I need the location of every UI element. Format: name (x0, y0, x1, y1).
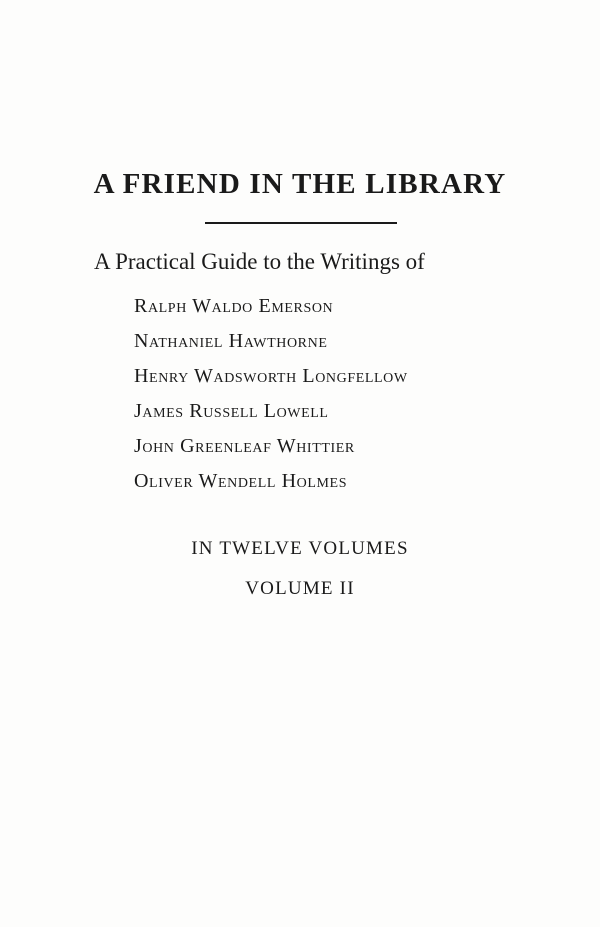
title-rule-divider (205, 222, 397, 224)
author-name: John Greenleaf Whittier (134, 435, 355, 457)
volumes-note: IN TWELVE VOLUMES (191, 538, 409, 559)
author-name: Ralph Waldo Emerson (134, 295, 334, 317)
author-list (134, 289, 408, 499)
author-name: Henry Wadsworth Longfellow (134, 365, 408, 387)
author-name: Oliver Wendell Holmes (134, 470, 348, 492)
book-title: A FRIEND IN THE LIBRARY (93, 168, 507, 200)
author-name: Nathaniel Hawthorne (134, 330, 328, 352)
author-name: James Russell Lowell (134, 400, 329, 422)
book-subtitle: A Practical Guide to the Writings of (94, 249, 425, 274)
volume-label: VOLUME II (245, 578, 355, 599)
